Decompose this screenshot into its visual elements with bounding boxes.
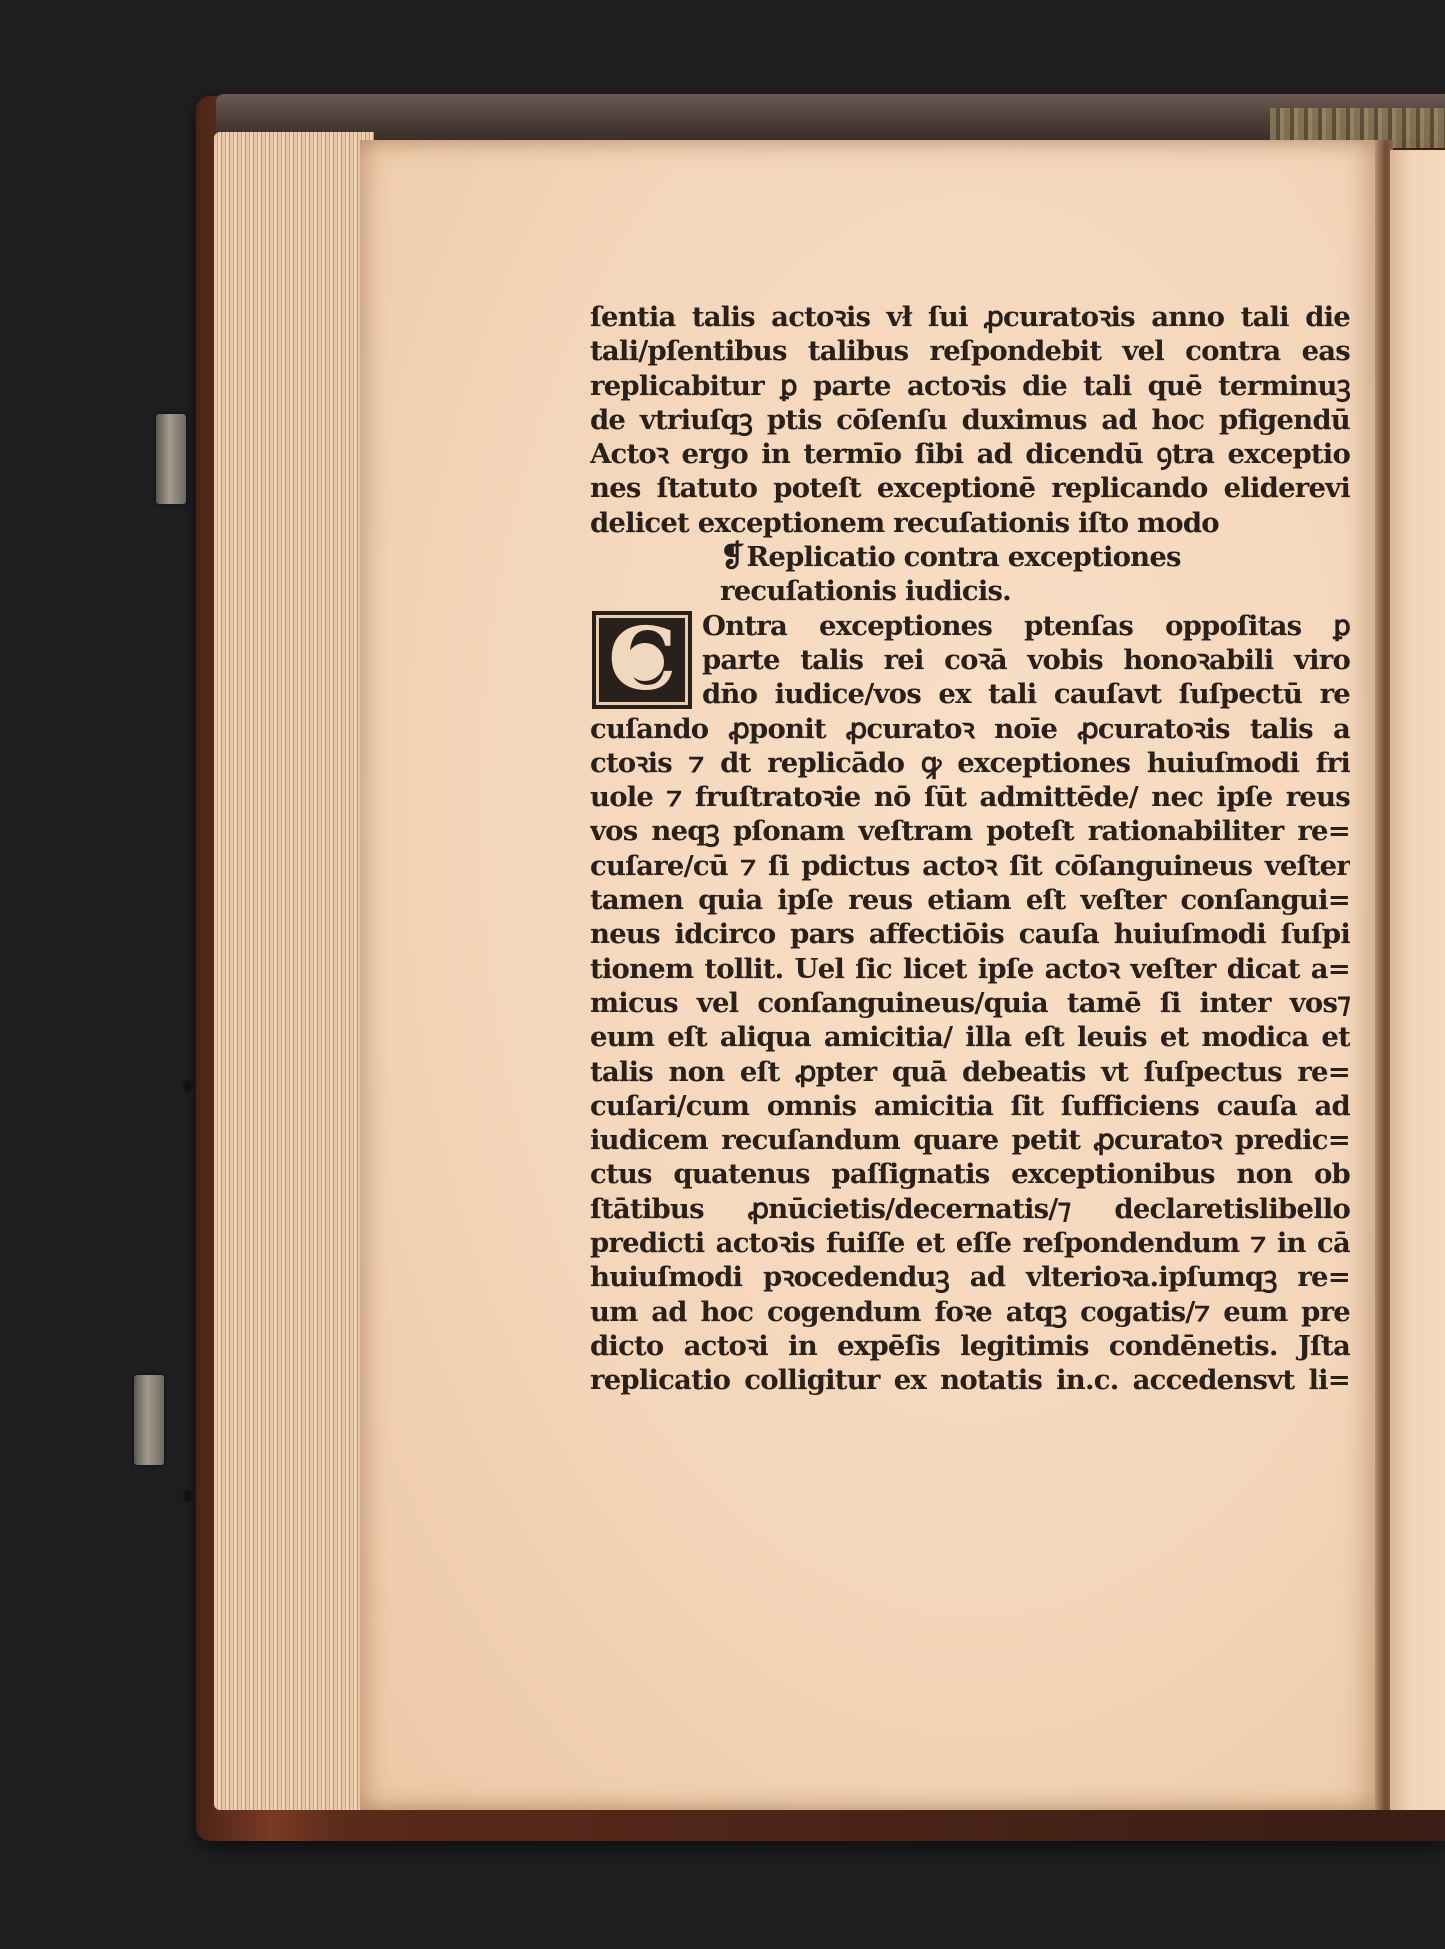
clasp-upper xyxy=(156,414,186,504)
heading-line: Replicatio contra exceptiones xyxy=(746,541,1181,574)
clasp-lower xyxy=(134,1375,164,1465)
text-line: micus vel conſanguineus/quia tamē ſi inter vos⁊ xyxy=(590,986,1350,1019)
page-stack xyxy=(214,132,374,1810)
text-line: delicet exceptionem recuſationis iſto modo xyxy=(590,506,1219,539)
text-line: Actoꝛ ergo in termīo ſibi ad dicendū ꝯtra exceptio xyxy=(590,438,1350,471)
text-line: nes ſtatuto poteſt exceptionē replicando eliderevi xyxy=(590,472,1350,505)
text-line: ctus quatenus paſſignatis exceptionibus non ob xyxy=(590,1158,1350,1191)
text-line: um ad hoc cogendum foꝛe atqꝫ cogatis/⁊ eum pre xyxy=(590,1295,1350,1328)
text-line: tamen quia ipſe reus etiam eſt veſter conſangui= xyxy=(590,884,1350,917)
heading-line: recuſationis iudicis. xyxy=(720,575,1011,608)
text-line: vos neqꝫ pſonam veſtram poteſt rationabiliter re= xyxy=(590,815,1350,848)
text-line: dn̄o iudice/vos ex tali cauſavt ſuſpectū re xyxy=(702,678,1350,711)
binding-nail xyxy=(183,1490,193,1502)
text-line: tali/pſentibus talibus reſpondebit vel contra eas xyxy=(590,335,1350,368)
decorated-initial xyxy=(592,608,692,710)
binding-nail xyxy=(183,1080,193,1092)
text-line: iudicem recuſandum quare petit ꝓcuratoꝛ predic= xyxy=(590,1124,1350,1157)
text-line: replicatio colligitur ex notatis in.c. accedensvt li= xyxy=(590,1364,1350,1397)
text-line: ctoꝛis ⁊ dt replicādo ꝙ exceptiones huiuſmodi fri xyxy=(590,746,1350,779)
text-line: neus idcirco pars affectiōis cauſa huiuſmodi ſuſpi xyxy=(590,918,1350,951)
text-line: cuſari/cum omnis amicitia ſit ſufficiens cauſa ad xyxy=(590,1089,1350,1122)
text-line: huiuſmodi pꝛocedenduꝫ ad vlterioꝛa.ipſumqꝫ re= xyxy=(590,1261,1350,1294)
text-line: ſentia talis actoꝛis vł ſui ꝓcuratoꝛis anno tali die xyxy=(590,301,1350,333)
initial-paragraph-start xyxy=(590,609,1350,712)
right-page-edge xyxy=(1390,150,1445,1810)
text-line: replicabitur ꝑ parte actoꝛis die tali quē terminuꝫ xyxy=(590,369,1350,402)
text-line: cuſare/cū ⁊ ſi pdictus actoꝛ ſit cōſanguineus veſter xyxy=(590,849,1350,882)
text-line: Ontra exceptiones ptenſas oppoſitas ꝑ xyxy=(702,609,1350,642)
cover-top-edge xyxy=(216,94,1445,140)
text-line: predicti actoꝛis fuiſſe et eſſe reſpondendum ⁊ in cā xyxy=(590,1227,1350,1260)
text-line: talis non eſt ꝓpter quā debeatis vt ſuſpectus re= xyxy=(590,1055,1350,1088)
text-line: uole ⁊ fruſtratoꝛie nō ſūt admittēde/ nec ipſe reus xyxy=(590,781,1350,814)
section-heading xyxy=(590,540,1350,609)
text-line: parte talis rei coꝛā vobis honoꝛabili viro xyxy=(702,643,1350,676)
text-line: eum eſt aliqua amicitia/ illa eſt leuis et modica et xyxy=(590,1021,1350,1054)
text-line: ſtātibus ꝓnūcietis/decernatis/⁊ declaretislibello xyxy=(590,1192,1350,1225)
initial-letter: C xyxy=(608,608,676,710)
text-line: tionem tollit. Uel ſic licet ipſe actoꝛ veſter dicat a= xyxy=(590,952,1350,985)
text-block xyxy=(590,300,1350,1398)
text-line: cuſando ꝓponit ꝓcuratoꝛ noīe ꝓcuratoꝛis talis a xyxy=(590,712,1350,745)
text-line: dicto actoꝛi in expēſis legitimis condēnetis. Jſta xyxy=(590,1329,1350,1362)
pilcrow-icon: ❡ xyxy=(720,540,745,575)
text-line: de vtriuſqꝫ ptis cōſenſu duximus ad hoc pfigendū xyxy=(590,403,1350,436)
